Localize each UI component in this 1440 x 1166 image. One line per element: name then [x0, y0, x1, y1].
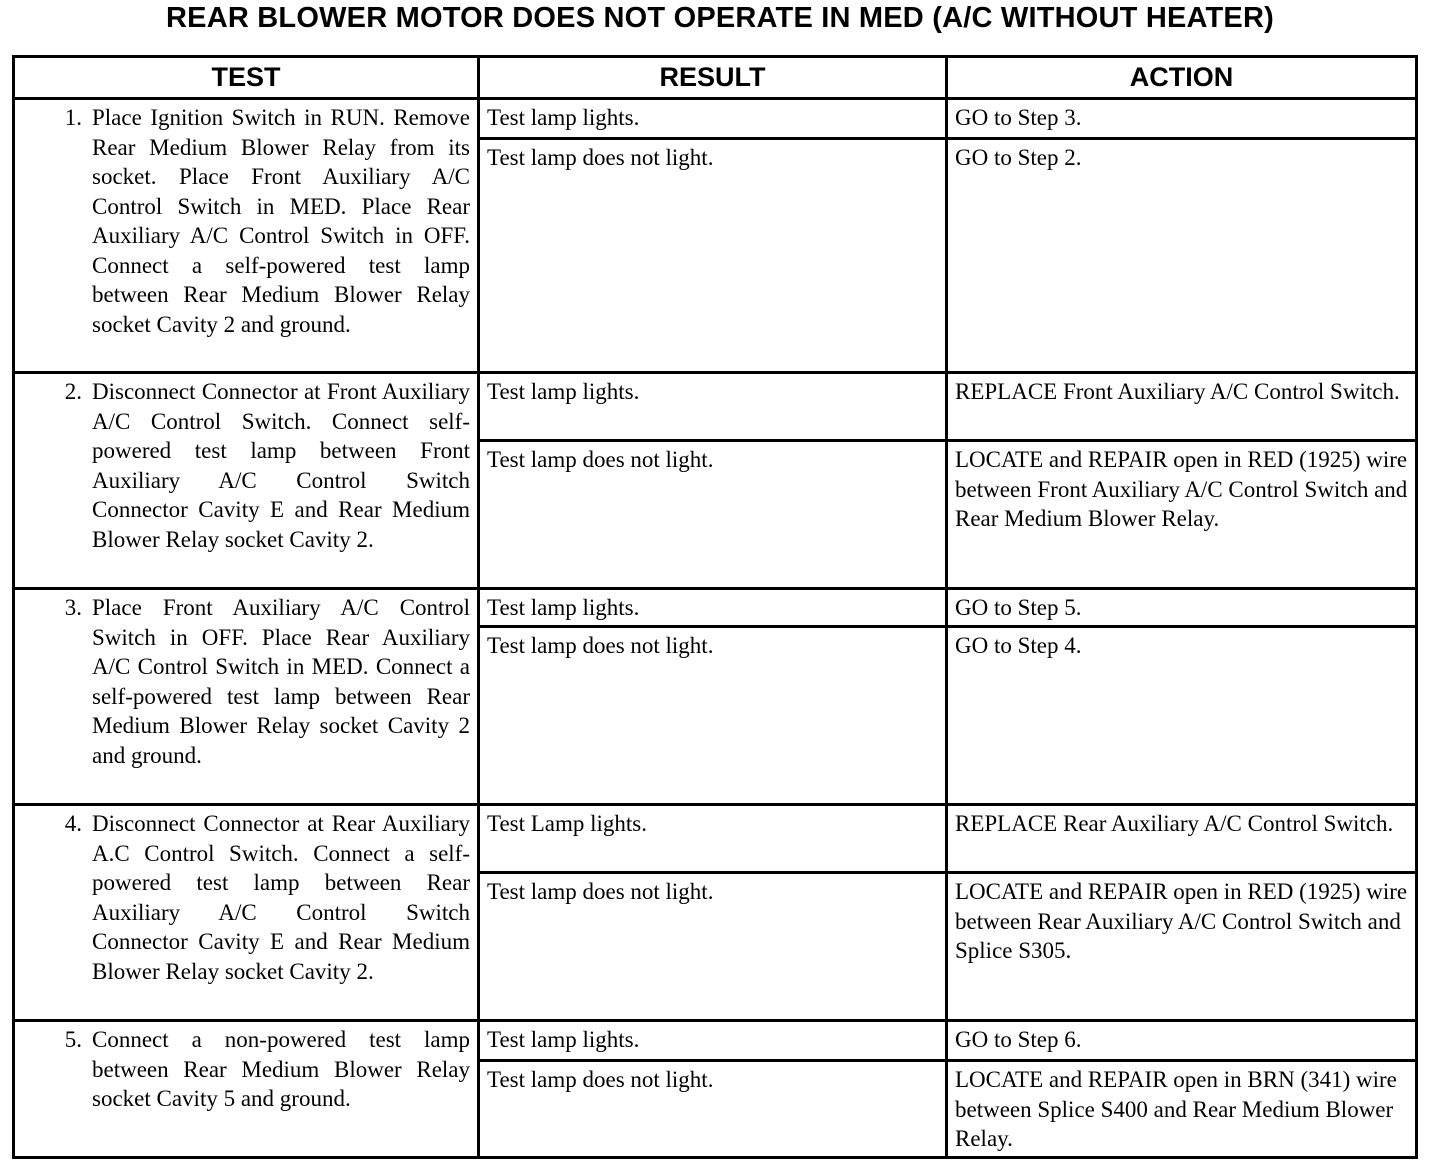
result-cell: Test lamp lights. — [479, 1021, 947, 1061]
step-number: 5. — [64, 1027, 82, 1052]
action-cell: GO to Step 5. — [947, 589, 1417, 627]
action-cell: GO to Step 4. — [947, 627, 1417, 805]
action-cell: GO to Step 3. — [947, 99, 1417, 139]
header-action: ACTION — [947, 57, 1417, 99]
action-cell: GO to Step 6. — [947, 1021, 1417, 1061]
result-cell: Test lamp does not light. — [479, 441, 947, 589]
result-cell: Test lamp lights. — [479, 589, 947, 627]
action-cell: LOCATE and REPAIR open in RED (1925) wire between Rear Auxiliary A/C Control Switch and Splice S305. — [947, 873, 1417, 1021]
table-row — [14, 373, 1417, 441]
result-cell: Test lamp does not light. — [479, 1061, 947, 1158]
step-4-test-cell — [14, 805, 479, 1021]
table-row — [14, 99, 1417, 139]
step-number: 1. — [64, 105, 82, 130]
step-test-text: Disconnect Connector at Front Auxiliary A/C Control Switch. Connect self- powered test lamp between Front Auxiliary A/C Control Switch Connector Cavity E and Rear Medium Blower Relay socket Cavity 2. — [92, 379, 470, 552]
result-cell: Test lamp does not light. — [479, 873, 947, 1021]
table-row — [14, 589, 1417, 627]
header-row — [14, 57, 1417, 99]
result-cell: Test Lamp lights. — [479, 805, 947, 873]
step-3-test-cell — [14, 589, 479, 805]
diagnostic-table — [12, 55, 1418, 1159]
step-test-text: Disconnect Connector at Rear Auxiliary A.C Control Switch. Connect a self-powered test lamp between Rear Auxiliary A/C Control Switch Connector Cavity E and Rear Medium Blower Relay socket Cavity 2. — [92, 811, 470, 984]
result-cell: Test lamp does not light. — [479, 139, 947, 373]
page-title: REAR BLOWER MOTOR DOES NOT OPERATE IN MED (A/C WITHOUT HEATER) — [166, 2, 1274, 34]
step-number: 2. — [64, 379, 82, 404]
step-test-text: Place Front Auxiliary A/C Control Switch in OFF. Place Rear Auxiliary A/C Control Switch in MED. Connect a self-powered test lamp between Rear Medium Blower Relay socket Cavity 2 and ground. — [92, 595, 470, 768]
step-test-text: Connect a non-powered test lamp between Rear Medium Blower Relay socket Cavity 5 and ground. — [92, 1027, 470, 1111]
action-cell: GO to Step 2. — [947, 139, 1417, 373]
step-test-text: Place Ignition Switch in RUN. Remove Rear Medium Blower Relay from its socket. Place Front Auxiliary A/C Control Switch in MED. Place Rear Auxiliary A/C Control Switch in OFF. Connect a self-powered test lamp between Rear Medium Blower Relay socket Cavity 2 and ground. — [92, 105, 470, 337]
action-cell: LOCATE and REPAIR open in BRN (341) wire between Splice S400 and Rear Medium Blower Relay. — [947, 1061, 1417, 1158]
step-number: 4. — [64, 811, 82, 836]
table-row — [14, 1021, 1417, 1061]
table-row — [14, 805, 1417, 873]
header-result: RESULT — [479, 57, 947, 99]
step-5-test-cell — [14, 1021, 479, 1158]
step-1-test-cell — [14, 99, 479, 373]
action-cell: REPLACE Rear Auxiliary A/C Control Switch. — [947, 805, 1417, 873]
result-cell: Test lamp does not light. — [479, 627, 947, 805]
action-cell: REPLACE Front Auxiliary A/C Control Switch. — [947, 373, 1417, 441]
step-number: 3. — [64, 595, 82, 620]
result-cell: Test lamp lights. — [479, 99, 947, 139]
step-2-test-cell — [14, 373, 479, 589]
action-cell: LOCATE and REPAIR open in RED (1925) wire between Front Auxiliary A/C Control Switch and Rear Medium Blower Relay. — [947, 441, 1417, 589]
result-cell: Test lamp lights. — [479, 373, 947, 441]
header-test: TEST — [14, 57, 479, 99]
